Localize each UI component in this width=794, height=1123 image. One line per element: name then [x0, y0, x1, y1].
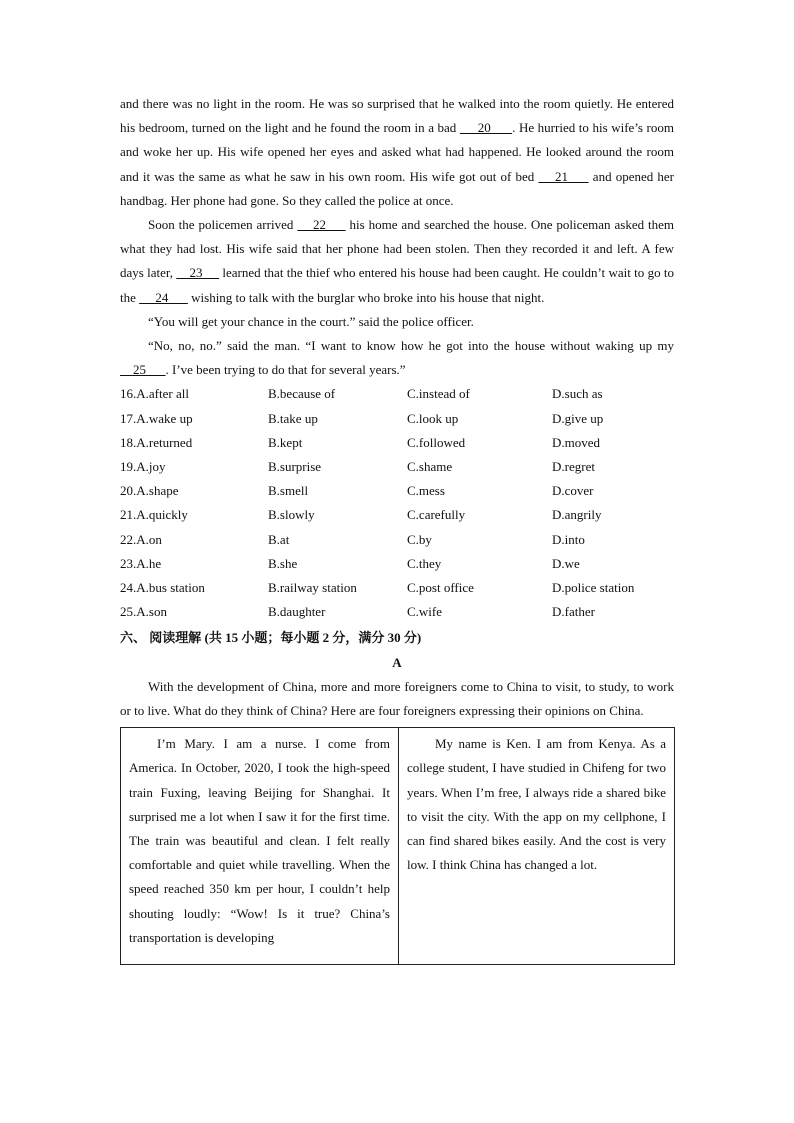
option-a[interactable]: 20.A.shape: [120, 483, 179, 499]
option-c[interactable]: C.post office: [407, 579, 474, 595]
option-b[interactable]: B.kept: [268, 434, 303, 450]
passage-text: . I’ve been trying to do that for several years.”: [165, 362, 406, 378]
option-d[interactable]: D.father: [552, 604, 595, 620]
section-title: 六、 阅读理解 (共 15 小题；每小题 2 分，满分 30 分): [120, 630, 422, 646]
blank-22[interactable]: 22: [297, 217, 346, 233]
option-a[interactable]: 22.A.on: [120, 531, 162, 547]
card-ken-text: My name is Ken. I am from Kenya. As a college student, I have studied in Chifeng for two years. When I’m free, I always ride a shared bike to visit the city. With the app on my cellphone, I can find shared bikes easily. And the cost is very low. I think China has changed a lot.: [407, 736, 666, 873]
option-a[interactable]: 16.A.after all: [120, 386, 189, 402]
options-list: [120, 382, 674, 624]
passage-paragraph-4: [120, 334, 674, 382]
blank-25[interactable]: 25: [120, 362, 166, 378]
option-d[interactable]: D.we: [552, 555, 580, 571]
option-c[interactable]: C.instead of: [407, 386, 470, 402]
option-d[interactable]: D.cover: [552, 483, 594, 499]
option-a[interactable]: 18.A.returned: [120, 434, 193, 450]
option-row-23: [120, 552, 674, 576]
option-row-25: [120, 600, 674, 624]
option-d[interactable]: D.into: [552, 531, 585, 547]
table-row: [121, 728, 675, 965]
passage-text: wishing to talk with the burglar who broke into his house that night.: [187, 289, 545, 305]
opinion-table: [120, 727, 675, 965]
option-b[interactable]: B.slowly: [268, 507, 315, 523]
passage-paragraph-3: “You will get your chance in the court.” said the police officer.: [148, 313, 474, 329]
option-c[interactable]: C.by: [407, 531, 432, 547]
passage-text: and opened her handbag. Her phone had gone. So they called the police at once.: [120, 168, 675, 208]
option-a[interactable]: 21.A.quickly: [120, 507, 188, 523]
passage-text: his home and searched the house. One policeman asked them what they had lost. His wife said that her phone had been stolen. Then they recorded it and left. A few days later,: [120, 217, 675, 281]
option-row-24: [120, 576, 674, 600]
reading-intro: With the development of China, more and more foreigners come to China to visit, to study, to work or to live. What do they think of China? Here are four foreigners expressing their opinions on China.: [120, 678, 674, 718]
option-b[interactable]: B.at: [268, 531, 290, 547]
option-b[interactable]: B.surprise: [268, 459, 322, 474]
option-row-17: [120, 407, 674, 431]
option-c[interactable]: C.they: [407, 555, 442, 571]
option-b[interactable]: B.daughter: [268, 604, 326, 620]
exam-page: [120, 92, 674, 965]
passage-text: “No, no, no.” said the man. “I want to know how he got into the house without waking up my: [148, 338, 674, 354]
option-b[interactable]: B.she: [268, 555, 298, 571]
option-d[interactable]: D.give up: [552, 410, 604, 426]
option-d[interactable]: D.regret: [552, 459, 595, 474]
option-d[interactable]: D.such as: [552, 386, 603, 402]
option-d[interactable]: D.police station: [552, 579, 635, 595]
option-b[interactable]: B.railway station: [268, 579, 357, 595]
option-c[interactable]: C.followed: [407, 434, 466, 450]
option-row-21: [120, 503, 674, 527]
blank-24[interactable]: 24: [139, 289, 188, 305]
blank-21[interactable]: 21: [538, 168, 589, 184]
option-a[interactable]: 24.A.bus station: [120, 579, 205, 595]
option-a[interactable]: 19.A.joy: [120, 459, 166, 474]
option-c[interactable]: C.wife: [407, 604, 443, 620]
card-ken: [399, 728, 675, 965]
blank-20[interactable]: 20: [459, 120, 513, 136]
passage-text: learned that the thief who entered his house had been caught. He couldn’t wait to go to the: [120, 265, 675, 305]
option-row-16: [120, 382, 674, 406]
option-row-22: [120, 528, 674, 552]
option-a[interactable]: 25.A.son: [120, 604, 167, 620]
option-c[interactable]: C.look up: [407, 410, 459, 426]
option-c[interactable]: C.shame: [407, 459, 453, 474]
option-row-18: [120, 431, 674, 455]
option-b[interactable]: B.take up: [268, 410, 318, 426]
option-c[interactable]: C.mess: [407, 483, 445, 499]
option-b[interactable]: B.because of: [268, 386, 336, 402]
part-heading: A: [392, 654, 402, 670]
option-a[interactable]: 17.A.wake up: [120, 410, 193, 426]
option-c[interactable]: C.carefully: [407, 507, 466, 523]
option-row-19: [120, 455, 674, 479]
card-mary-text: I’m Mary. I am a nurse. I come from America. In October, 2020, I took the high-speed train Fuxing, leaving Beijing for Shanghai. It surprised me a lot when I saw it for the first time. The train was beautiful and clean. I felt really comfortable and quiet while travelling. When the speed reached 350 km per hour, I couldn’t help shouting loudly: “Wow! Is it true? China’s transportation is developing: [129, 736, 390, 945]
card-mary: [121, 728, 399, 965]
blank-23[interactable]: 23: [176, 265, 220, 281]
passage-paragraph-2: [120, 213, 674, 310]
option-a[interactable]: 23.A.he: [120, 555, 162, 571]
passage-text: . He hurried to his wife’s room and woke her up. His wife opened her eyes and asked what had happened. He looked around the room and it was the same as what he saw in his own room. His wife got out of bed: [120, 120, 674, 184]
passage-paragraph-1: [120, 92, 674, 213]
passage-text: Soon the policemen arrived: [148, 217, 298, 233]
option-row-20: [120, 479, 674, 503]
option-d[interactable]: D.angrily: [552, 507, 602, 523]
option-d[interactable]: D.moved: [552, 434, 601, 450]
option-b[interactable]: B.smell: [268, 483, 309, 499]
passage-text: and there was no light in the room. He was so surprised that he walked into the room quietly. He entered his bedroom, turned on the light and he found the room in a bad: [120, 96, 674, 136]
